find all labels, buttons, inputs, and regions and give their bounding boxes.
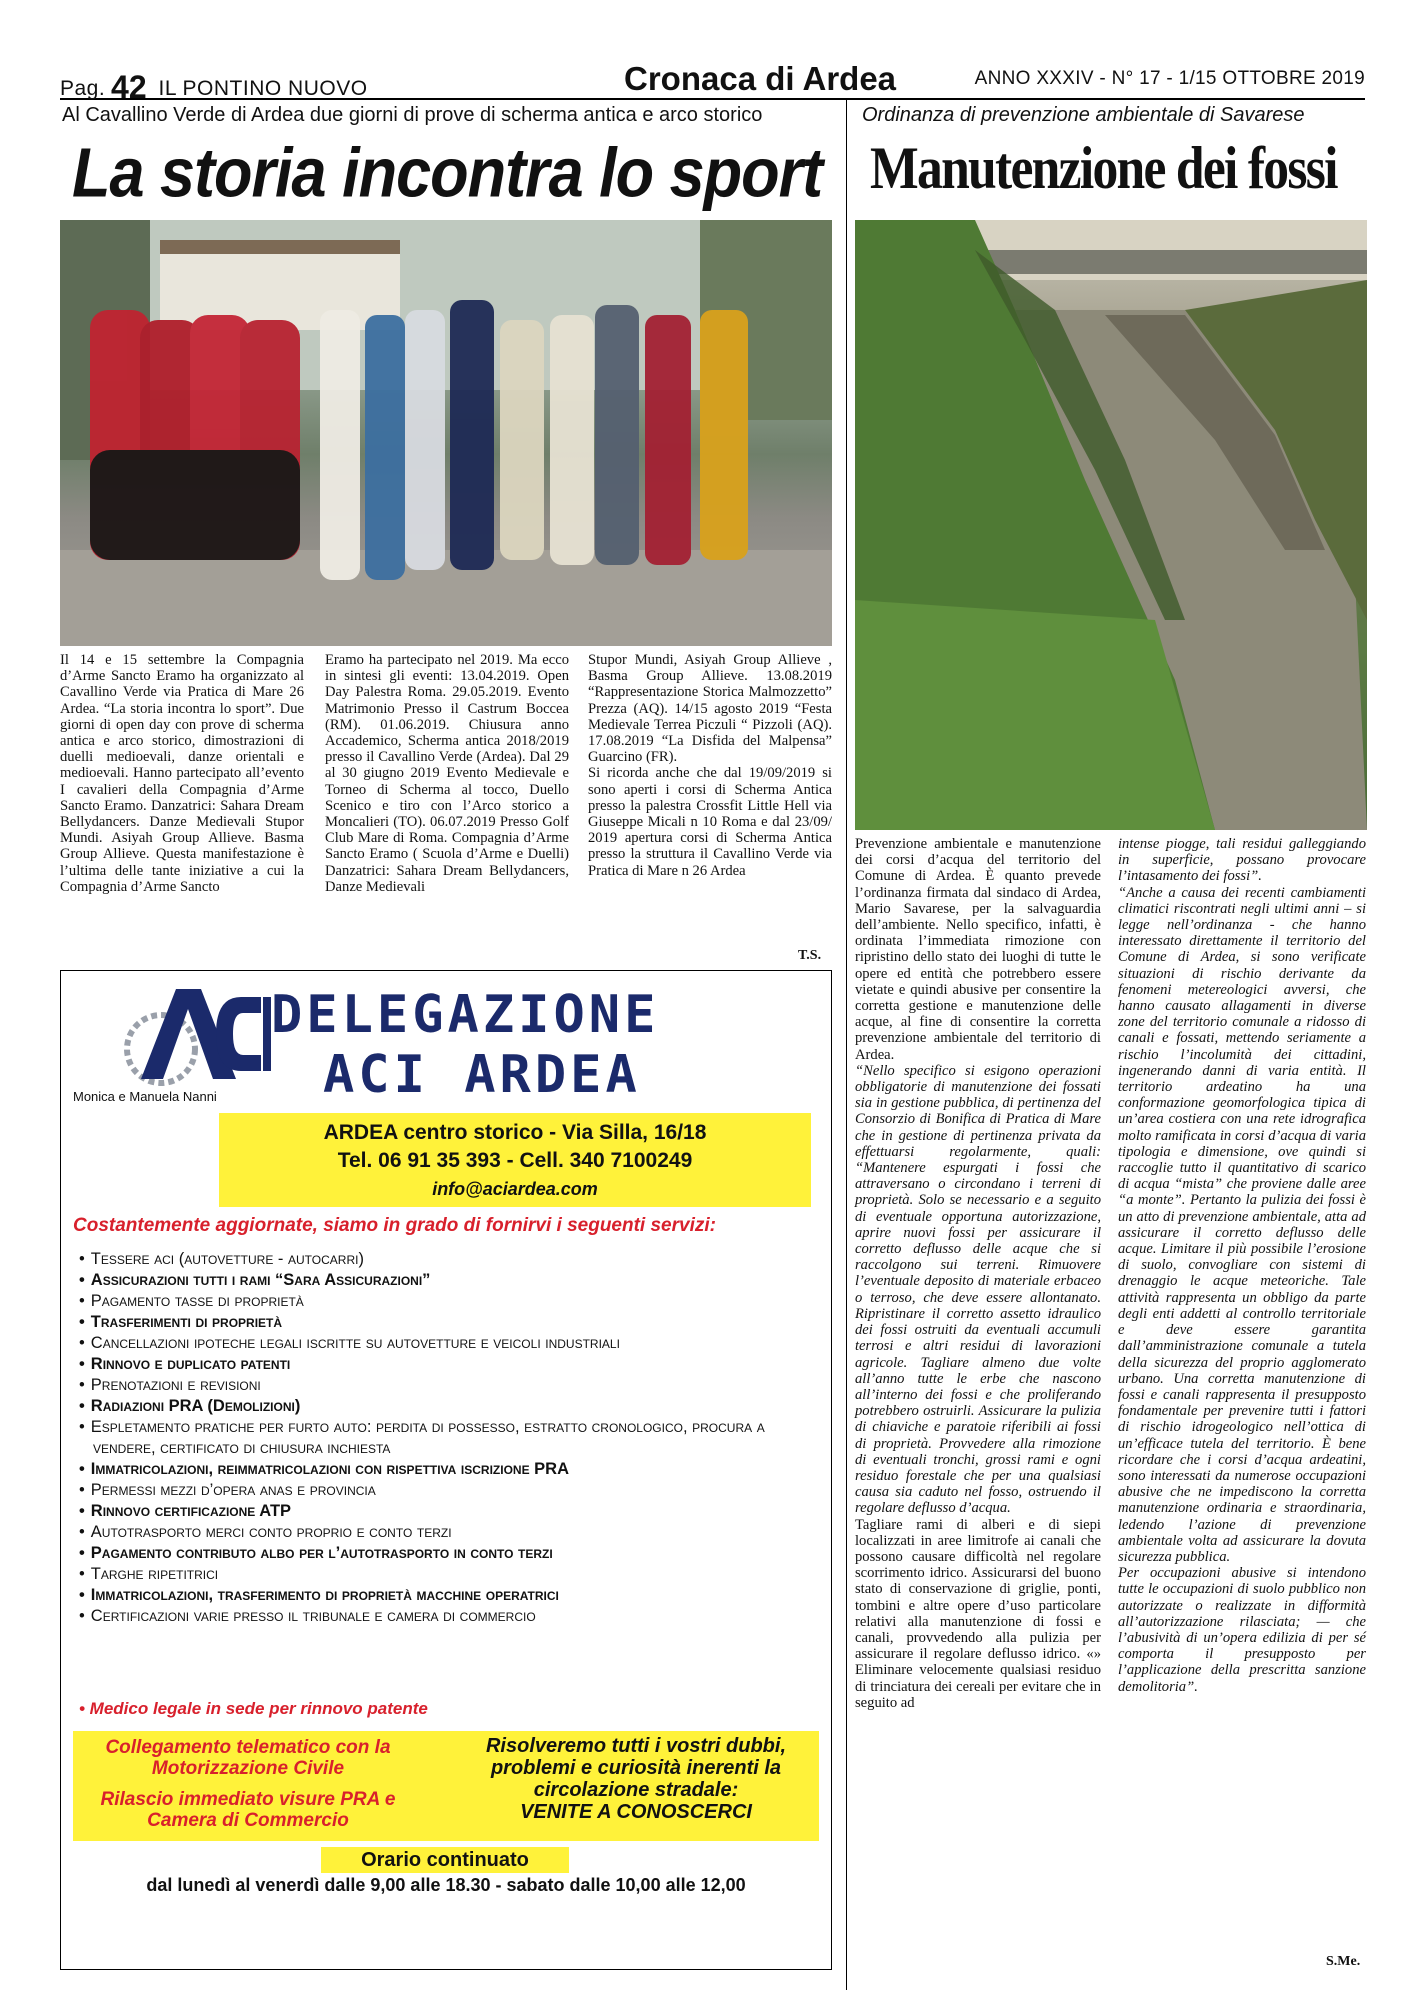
ad-visure: Rilascio immediato visure PRA e Camera di Commercio: [100, 1789, 396, 1831]
article1-text-1: Il 14 e 15 settembre la Compagnia d’Arme Sancto Eramo ha organizzato al Cavallino Verde via Pratica di Mare 26 Ardea. “La storia incontra lo sport”. Due giorni di open day con prove di scherma antica e arco storico, dimostrazioni di duelli medioevali, danze orientali e medioevali. Hanno partecipato all’evento I cavalieri della Compagnia d’Arme Sancto Eramo. Danzatrici: Sahara Dream Bellydancers. Danze Medievali Stupor Mundi. Asiyah Group Allieve. Basma Group Allieve. Questa manifestazione è l’ultima delle tante iniziative a cui la Compagnia d’Arme Sancto: [60, 652, 304, 895]
ad-email[interactable]: info@aciardea.com: [432, 1179, 598, 1199]
list-item: • Radiazioni PRA (Demolizioni): [79, 1396, 819, 1417]
article2-column-2: [1118, 836, 1366, 1695]
page-number-block: [60, 66, 368, 103]
article1-text-3b: Si ricorda anche che dal 19/09/2019 si sono aperti i corsi di Scherma Antica presso la palestra Crossfit Little Hell via Giuseppe Micali n 10 Roma e dal 23/09/ 2019 apertura corsi di Scherma Antica presso la struttura il Cavallino Verde via Pratica di Mare n 26 Ardea: [588, 765, 832, 879]
article1-photo: [60, 220, 832, 646]
article2-text-2a: intense piogge, tali residui galleggiando in superficie, possano provocare l’intasamento dei fossi”.: [1118, 836, 1366, 885]
article1-column-3: [588, 652, 832, 879]
article2-text-2c: Per occupazioni abusive si intendono tutte le occupazioni di suolo pubblico non autorizzate o realizzate in difformità all’autorizzazione rilasciata; — che l’abusività di un’opera edilizia di per sé comporta il presupposto per l’applicazione della prescritta sanzione demolitoria”.: [1118, 1565, 1366, 1695]
ad-box-right: [453, 1735, 819, 1823]
article2-text-1b: “Nello specifico si esigono operazioni obbligatorie di manutenzione dei fossati sia in gestione pubblica, di pertinenza del Consorzio di Bonifica di Pratica di Mare che in gestione di pertinenza privata da effettuarsi regolarmente, quali: “Mantenere espurgati i fossi che attraversano o circondano i terreni di proprietà. Solo se necessario e a seguito di eventuale opportuna autorizzazione, aprire nuovi fossi per assicurare il corretto deflusso delle acque che si raccolgono sui terreni. Rimuovere l’eventuale deposito di materiale erbaceo o terroso, che deve essere allontanato. Ripristinare il corretto assetto idraulico dei fossi ostruiti da eventuali accumuli terrosi e altri residui di lavorazioni agricole. Tagliare almeno due volte all’anno tutte le erbe che nascono all’interno dei fossi e che proliferando potrebbero ostruirli. Assicurare la pulizia di chiaviche e paratoie riferibili ai fossi di proprietà. Provvedere alla rimozione di eventuali tronchi, grossi rami e ogni residuo forestale che per una qualsiasi causa sia caduto nel fosso, ostruendo il regolare deflusso d’acqua.: [855, 1062, 1101, 1517]
list-item: • Prenotazioni e revisioni: [79, 1375, 819, 1396]
ad-info-box: [73, 1731, 819, 1841]
group-photo-illustration: [60, 220, 832, 646]
aci-logo-icon: [121, 979, 271, 1089]
article1-kicker: Al Cavallino Verde di Ardea due giorni di prove di scherma antica e arco storico: [62, 104, 763, 126]
ad-opening-hours: dal lunedì al venerdì dalle 9,00 alle 18.30 - sabato dalle 10,00 alle 12,00: [146, 1875, 746, 1895]
page-header: [60, 58, 1365, 105]
list-item: • Trasferimenti di proprietà: [79, 1312, 819, 1333]
list-item: • Permessi mezzi d’opera anas e provincia: [79, 1480, 819, 1501]
article2-title: Manutenzione dei fossi: [870, 135, 1337, 201]
list-item: • Rinnovo e duplicato patenti: [79, 1354, 819, 1375]
ad-cta: VENITE A CONOSCERCI: [520, 1801, 752, 1823]
article1-column-2: [325, 652, 569, 895]
article1-text-2: Eramo ha partecipato nel 2019. Ma ecco in sintesi gli eventi: 13.04.2019. Open Day Palestra Roma. 29.05.2019. Evento Matrimonio Presso il Castrum Boccea (RM). 01.06.2019. Chiusura anno Accademico, Scherma antica 2018/2019 presso il Cavallino Verde (Ardea). Dal 29 al 30 giugno 2019 Evento Medievale e Torneo di Scherma al tocco, Duello Scenico e tiro con l’Arco storico a Moncalieri (TO). 06.07.2019 Presso Golf Club Mare di Roma. Compagnia d’Arme Sancto Eramo ( Scuola d’Arme e Duelli) Danzatrici: Sahara Dream Bellydancers, Danze Medievali: [325, 652, 569, 895]
list-item: • Targhe ripetitrici: [79, 1564, 819, 1585]
article2-text-1c: Tagliare rami di alberi e di siepi localizzati in aree limitrofe ai canali che possono causare difficoltà nel regolare scorrimento idrico. Assicurarsi del buono stato di conservazione di griglie, ponti, tombini e altre opere d’uso particolare relativi alla manutenzione di fossi e canali, provvedendo alla pulizia per assicurare il regolare deflusso idrico. «» Eliminare velocemente qualsiasi residuo di trinciatura dei cereali per evitare che in seguito ad: [855, 1516, 1101, 1711]
aci-logo-text: ACI: [121, 979, 123, 980]
column-divider: [846, 100, 847, 1990]
page-number: 42: [111, 69, 147, 105]
issue-info: ANNO XXXIV - N° 17 - 1/15 OTTOBRE 2019: [974, 68, 1365, 89]
list-item: • Rinnovo certificazione ATP: [79, 1501, 819, 1522]
article2-text-2b: “Anche a causa dei recenti cambiamenti climatici riscontrati negli ultimi anni – si legge nell’ordinanza - che hanno interessato direttamente il territorio del Comune di Ardea, si sono verificate situazioni di rischio derivante da fenomeni metereologici avversi, che hanno causato allagamenti in diverse zone del territorio comunale a ridosso di canali e fossati, mettendo seriamente a rischio l’incolumità dei cittadini, ingenerando danni di varia entità. Il territorio ardeatino ha una conformazione geomorfologica tipica di un’area costiera con una rete idrografica molto ramificata in corsi d’acqua di varia tipologia e dimensione, ove quindi si raccoglie tutto il quantitativo di scarico di acqua “mista” che proviene dalle aree “a monte”. Pertanto la pulizia dei fossi è un atto di prevenzione ambientale, atta ad assicurare il corretto deflusso delle acque. Limitare il più possibile l’erosione di suolo, convogliare con sistemi di drenaggio le acque meteoriche. Tale attività rappresenta un obbligo da parte degli enti addetti al controllo territoriale e deve essere garantita dall’amministrazione comunale a tutela della sicurezza del proprio agglomerato urbano. Una corretta manutenzione di fossi e canali rappresenta il presupposto fondamentale per prevenire tutti i fattori di rischio idrogeologico nell’ottica di un’efficace tutela del territorio. È bene ricordare che i corsi d’acqua ardeatini, sono interessati da numerose occupazioni abusive che ne impediscono la corretta manutenzione ordinaria e straordinaria, ledendo l’azione di prevenzione ambientale volta ad assicurare la dovuta sicurezza pubblica.: [1118, 884, 1366, 1565]
ad-title-line1: DELEGAZIONE: [271, 985, 660, 1045]
ad-services-list: [79, 1249, 819, 1627]
ad-services-heading: Costantemente aggiornate, siamo in grado di fornirvi i seguenti servizi:: [73, 1215, 716, 1236]
article1-title: La storia incontra lo sport: [72, 135, 823, 213]
ad-contact-box: [219, 1113, 811, 1207]
ad-box-left: [73, 1737, 423, 1831]
aci-advertisement: [60, 970, 832, 1970]
article1-column-1: [60, 652, 304, 895]
list-item: • Pagamento contributo albo per l’autotrasporto in conto terzi: [79, 1543, 819, 1564]
page-prefix: Pag.: [60, 77, 106, 100]
list-item: • Espletamento pratiche per furto auto: perdita di possesso, estratto cronologico, procura a vendere, certificato di chiusura inchiesta: [79, 1417, 819, 1459]
article2-photo: [855, 220, 1367, 830]
publication-name: IL PONTINO NUOVO: [158, 77, 368, 100]
list-item: • Immatricolazioni, trasferimento di proprietà macchine operatrici: [79, 1585, 819, 1606]
article2-column-1: [855, 836, 1101, 1711]
list-item: • Assicurazioni tutti i rami “Sara Assicurazioni”: [79, 1270, 819, 1291]
list-item: • Immatricolazioni, reimmatricolazioni con rispettiva iscrizione PRA: [79, 1459, 819, 1480]
article2-text-1a: Prevenzione ambientale e manutenzione dei corsi d’acqua del territorio del Comune di Ardea. È quanto prevede l’ordinanza firmata dal sindaco di Ardea, Mario Savarese, per la salvaguardia dell’ambiente. Nello specifico, infatti, è ordinata l’immediata rimozione con ripristino dello stato dei luoghi di tutte le opere ed entità che potrebbero essere vietate e quindi abusive per consentire la corretta gestione e manutenzione delle acque, al fine di consentire la corretta prevenzione ambientale del territorio di Ardea.: [855, 836, 1101, 1063]
list-item: • Autotrasporto merci conto proprio e conto terzi: [79, 1522, 819, 1543]
article1-text-3a: Stupor Mundi, Asiyah Group Allieve , Basma Group Allieve. 13.08.2019 “Rappresentazione Storica Malmozzetto” Prezza (AQ). 14/15 agosto 2019 “Festa Medievale Terrea Piczuli “ Pizzoli (AQ). 17.08.2019 “La Disfida del Malpensa” Guarcino (FR).: [588, 652, 832, 766]
ad-owners: Monica e Manuela Nanni: [73, 1089, 217, 1104]
ad-telematic: Collegamento telematico con la Motorizzazione Civile: [105, 1737, 391, 1779]
article1-signature: T.S.: [798, 948, 822, 963]
ad-address: ARDEA centro storico - Via Silla, 16/18: [323, 1121, 707, 1144]
ad-title-line2: ACI ARDEA: [323, 1045, 641, 1105]
list-item: • Cancellazioni ipoteche legali iscritte su autovetture e veicoli industriali: [79, 1333, 819, 1354]
article2-signature: S.Me.: [1326, 1954, 1361, 1969]
article2-kicker: Ordinanza di prevenzione ambientale di Savarese: [862, 104, 1305, 126]
list-item: • Tessere aci (autovetture - autocarri): [79, 1249, 819, 1270]
ad-phones: Tel. 06 91 35 393 - Cell. 340 7100249: [337, 1149, 693, 1172]
ditch-photo-illustration: [855, 220, 1367, 830]
ad-promise: Risolveremo tutti i vostri dubbi, problemi e curiosità inerenti la circolazione stradale:: [485, 1735, 787, 1801]
section-title: Cronaca di Ardea: [624, 60, 897, 97]
ad-medico-note: • Medico legale in sede per rinnovo patente: [79, 1699, 428, 1718]
ad-orario-label: Orario continuato: [321, 1847, 569, 1873]
list-item: • Pagamento tasse di proprietà: [79, 1291, 819, 1312]
list-item: • Certificazioni varie presso il tribunale e camera di commercio: [79, 1606, 819, 1627]
